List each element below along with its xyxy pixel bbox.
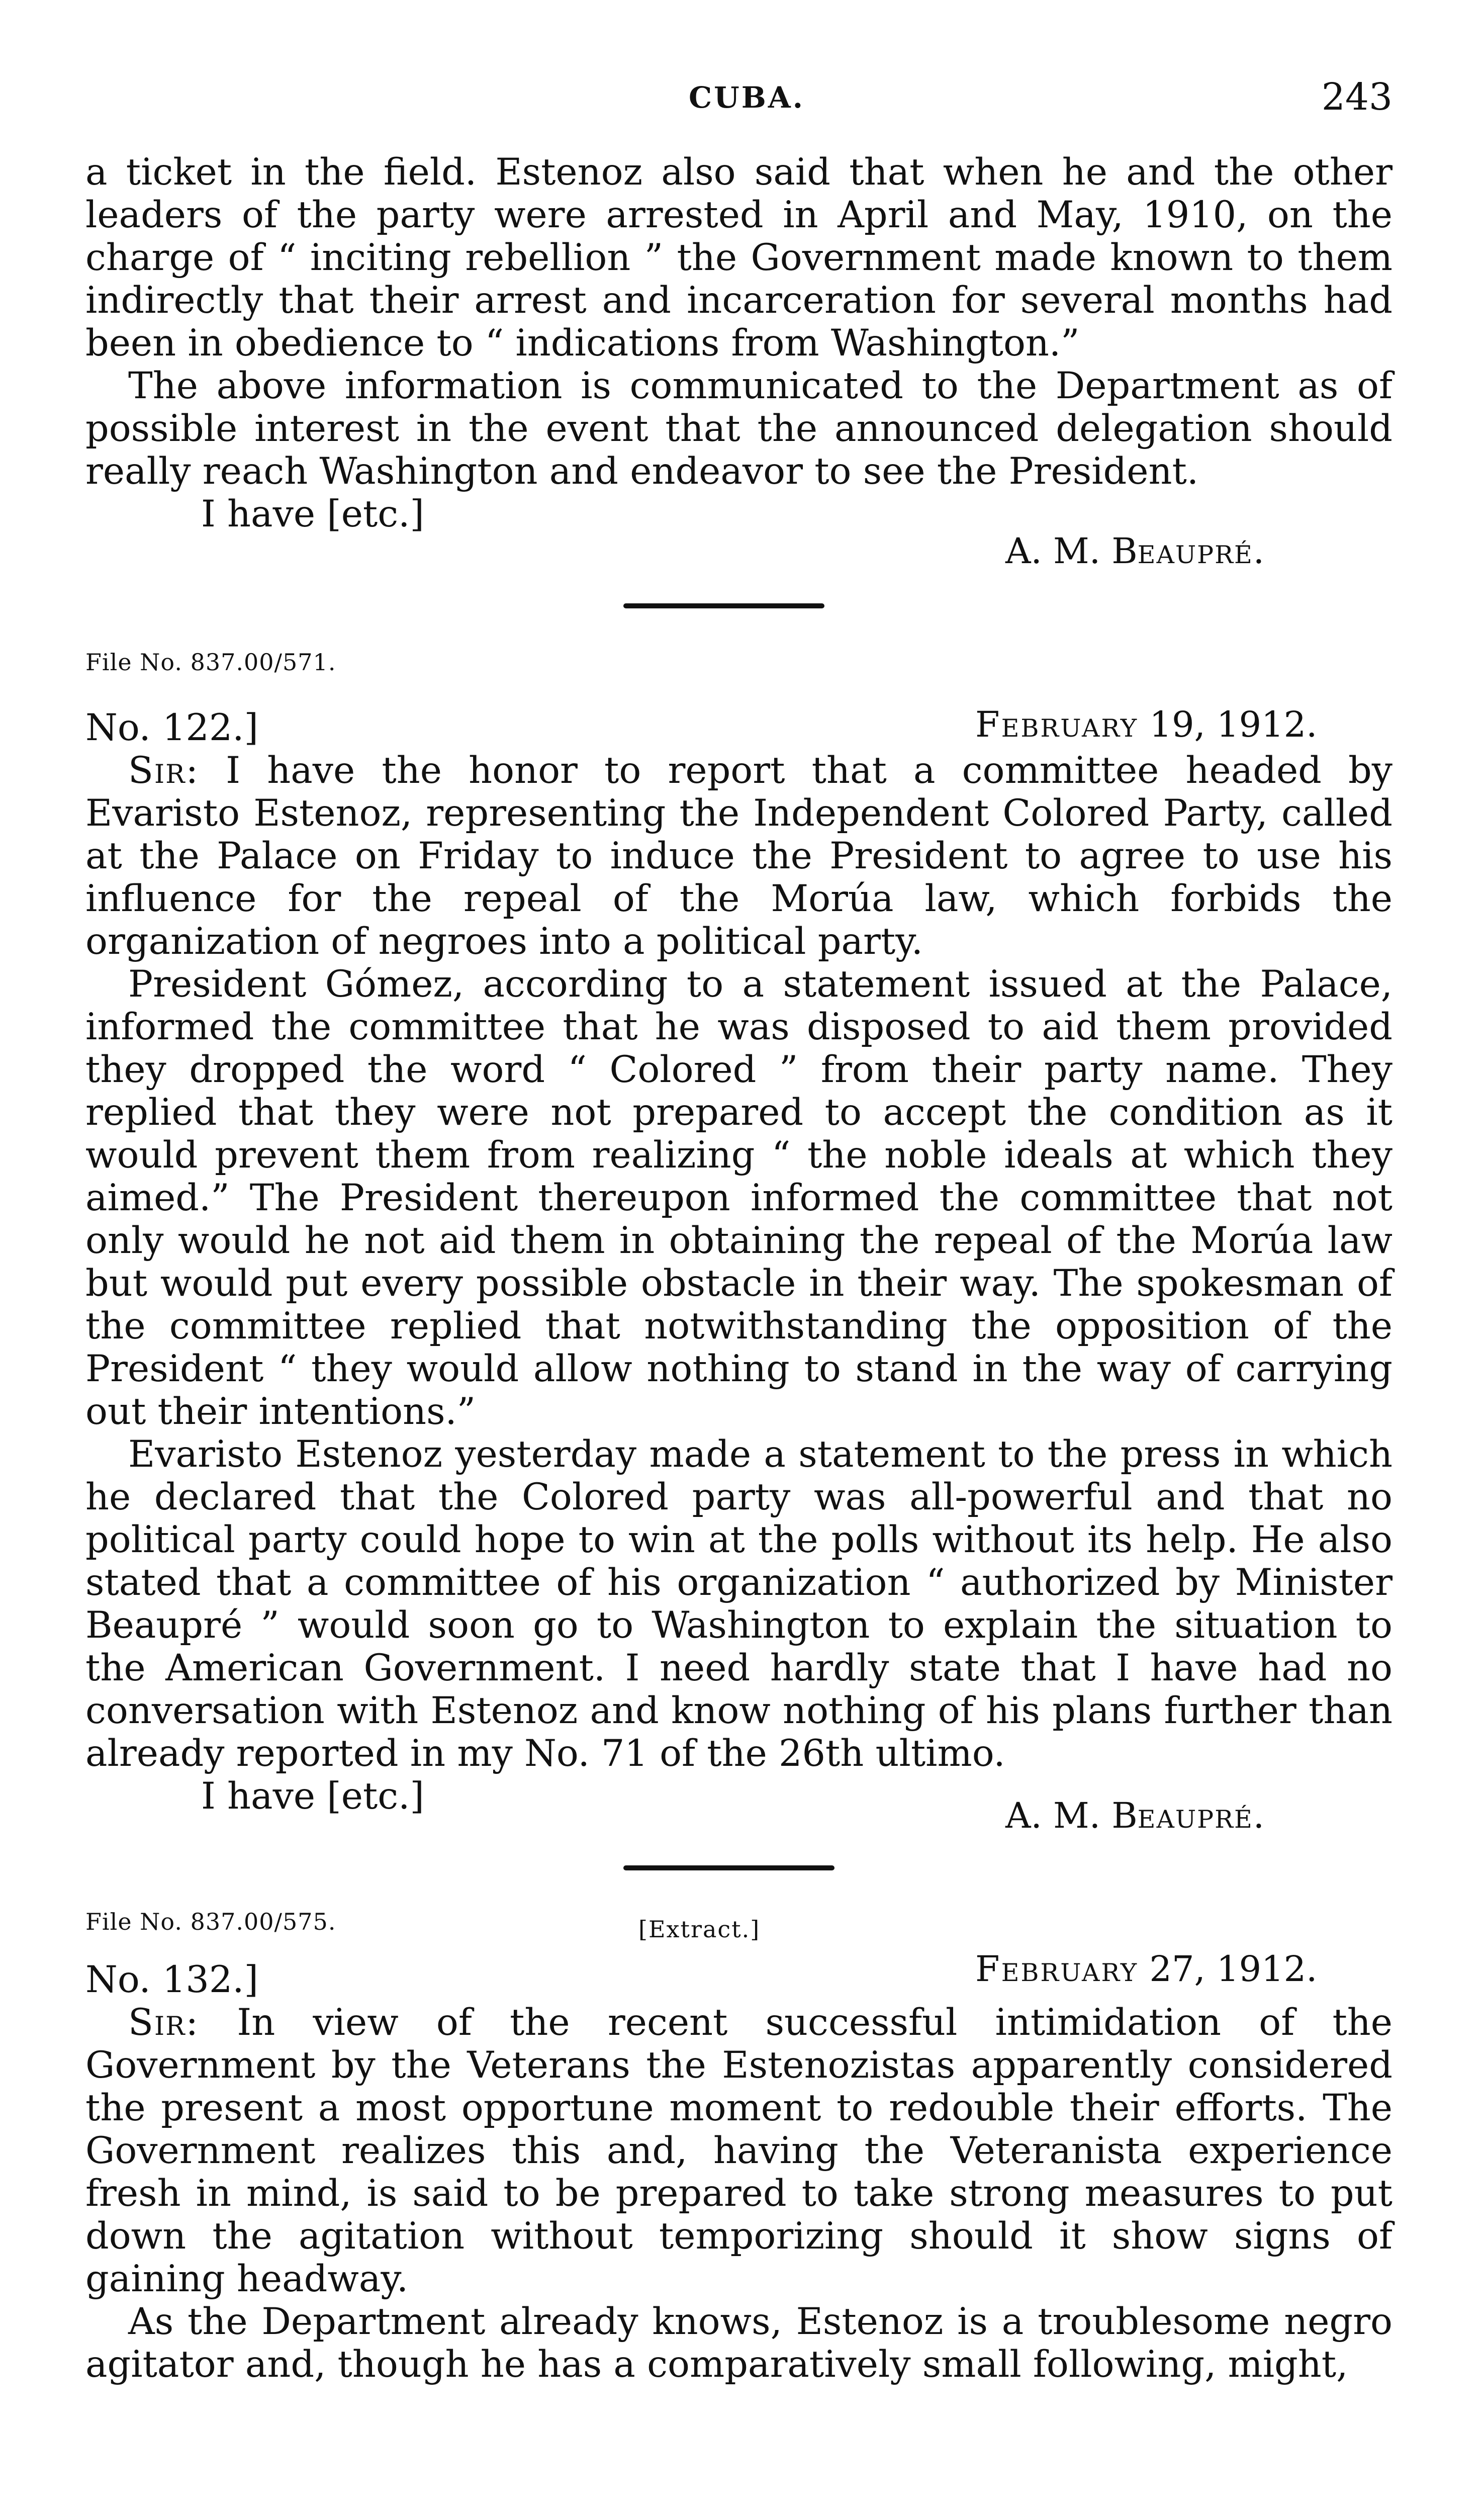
dispatch-paragraph-2: President Gómez, according to a statement issued at the Palace, informed the committee that he was disposed to aid them provided they dropped the word “ Colored ” from their party name. They replied that they were not prepared to accept the condition as it would prevent them from realizing “ the noble ideals at which they aimed.” The President thereupon informed the committee that not only would he not aid them in obtaining the repeal of the Morúa law but would put every possible obstacle in their way. The spokesman of the committee replied that notwithstanding the opposition of the President “ they would allow nothing to stand in the way of carrying out their intentions.” bbox=[85, 963, 1393, 1433]
file-number: File No. 837.00/575. bbox=[85, 1908, 336, 1935]
dispatch-signature: A. M. Beaupré. bbox=[1005, 1795, 1266, 1836]
continuation-paragraph-2: The above information is communicated to the Department as of possible interest in the event that the announced delegation should really reach Washington and endeavor to see the President. bbox=[85, 365, 1393, 493]
dispatch-body bbox=[85, 2001, 1393, 2386]
continuation-closing: I have [etc.] bbox=[201, 493, 424, 535]
running-head bbox=[85, 75, 1393, 121]
page-number: 243 bbox=[1321, 75, 1393, 119]
section-divider bbox=[623, 1865, 834, 1870]
salutation: Sir: bbox=[128, 2001, 200, 2044]
dispatch-body bbox=[85, 749, 1393, 1818]
continuation-text bbox=[85, 151, 1393, 535]
dispatch-paragraph-3: Evaristo Estenoz yesterday made a statement to the press in which he declared that the Colored party was all-powerful and that no political party could hope to win at the polls without its help. He also stated that a committee of his organization “ authorized by Minister Beaupré ” would soon go to Washington to explain the situation to the American Government. I need hardly state that I have had no conversation with Estenoz and know nothing of his plans further than already reported in my No. 71 of the 26th ultimo. bbox=[85, 1433, 1393, 1775]
dispatch-paragraph-1: Sir: I have the honor to report that a committee headed by Evaristo Estenoz, representing the Independent Colored Party, called at the Palace on Friday to induce the President to agree to use his influence for the repeal of the Morúa law, which forbids the organization of negroes into a political party. bbox=[85, 749, 1393, 963]
section-divider bbox=[623, 603, 824, 608]
dispatch-number: No. 132.] bbox=[85, 1958, 258, 2001]
dispatch-paragraph-2: As the Department already knows, Estenoz is a troublesome negro agitator and, though he has a comparatively small following, might, bbox=[85, 2300, 1393, 2386]
file-number: File No. 837.00/571. bbox=[85, 649, 336, 676]
salutation: Sir: bbox=[128, 749, 200, 792]
extract-note: [Extract.] bbox=[638, 1916, 761, 1943]
continuation-signature: A. M. Beaupré. bbox=[1005, 530, 1266, 572]
dispatch-date: February 19, 1912. bbox=[975, 704, 1318, 745]
dispatch-date: February 27, 1912. bbox=[975, 1948, 1318, 1990]
continuation-paragraph-1: a ticket in the field. Estenoz also said that when he and the other leaders of the party were arrested in April and May, 1910, on the charge of “ inciting rebellion ” the Government made known to them indirectly that their arrest and incarceration for several months had been in obedience to “ indications from Washington.” bbox=[85, 151, 1393, 365]
dispatch-number: No. 122.] bbox=[85, 706, 258, 749]
dispatch-closing: I have [etc.] bbox=[201, 1775, 424, 1818]
running-title: CUBA. bbox=[689, 80, 805, 115]
dispatch-paragraph-1: Sir: In view of the recent successful intimidation of the Government by the Veterans the Estenozistas apparently considered the present a most opportune moment to redouble their efforts. The Government realizes this and, having the Veteranista experience fresh in mind, is said to be prepared to take strong measures to put down the agitation without temporizing should it show signs of gaining headway. bbox=[85, 2001, 1393, 2300]
